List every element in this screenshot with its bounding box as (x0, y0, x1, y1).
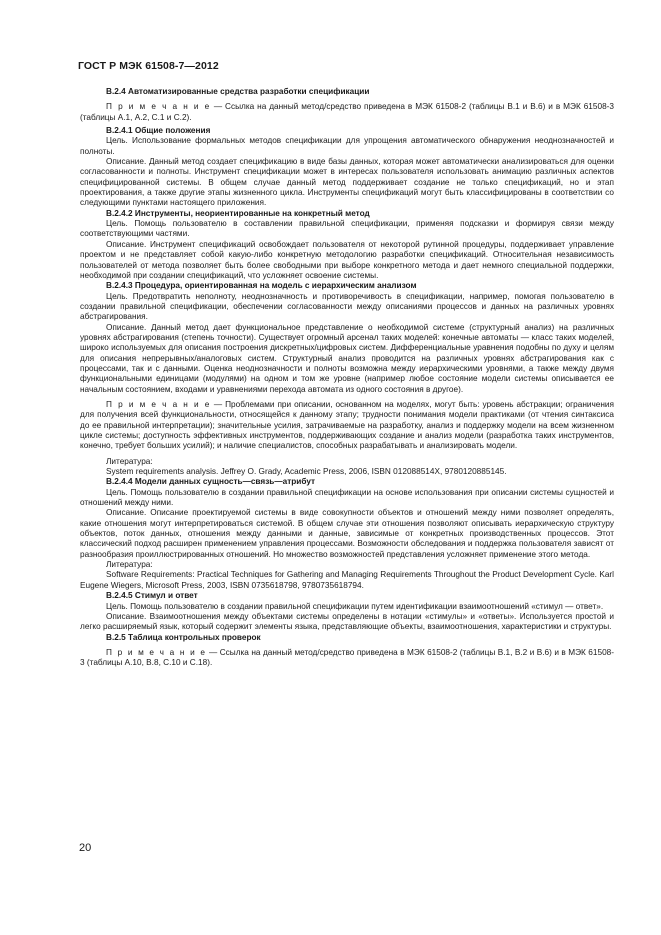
section-heading: В.2.4.1 Общие положения (106, 126, 211, 136)
body-paragraph: Описание. Инструмент спецификаций освобождает пользователя от некоторой рутинной процедуры, поддерживает управление проектом и не представляет собой какую-либо конкретную методологию разработки спецификаций. Относительная независимость пользователей от метода позволяет быть более свободными при выборе конкретного метода и дает немного специальной поддержки, необходимой при создании спецификаций, что усложняет освоение системы. (80, 239, 614, 280)
body-paragraph: Цель. Помощь пользователю в создании правильной спецификации на основе использования при описании системы сущностей и отношений между ними. (80, 487, 614, 508)
body-paragraph: Цель. Предотвратить неполноту, неоднозначность и противоречивость в спецификации, например, помогая пользователю в создании правильной спецификации, обеспечении согласованности между описаниями процессов и данных на различных уровнях абстрагирования. (80, 291, 614, 322)
note-paragraph (80, 102, 614, 123)
page-number: 20 (79, 842, 92, 854)
section-heading: В.2.4.5 Стимул и ответ (106, 591, 198, 601)
note-paragraph (80, 648, 614, 669)
note-text: — Проблемами при описании, основанном на моделях, могут быть: уровень абстракции; ограничения для получения всей функциональности, относящейся к данному этапу; трудности понимания модели практиками (от чтения синтаксиса до ее правильной интерпретации); значительные усилия, затрачиваемые на разработку, анализ и поддержку модели на всем жизненном цикле системы; доступность эффективных инструментов, поддерживающих создание и анализ модели (разработка таких инструментов, конечно, требует больших усилий); и наличие специалистов, способных разрабатывать и анализировать модели. (80, 399, 614, 451)
body-paragraph: System requirements analysis. Jeffrey O. Grady, Academic Press, 2006, ISBN 012088514X, 9780120885145. (106, 467, 507, 477)
body-paragraph: Описание. Данный метод дает функциональное представление о необходимой системе (структурный анализ) на различных уровнях абстрагирования (степень точности). Существует огромный арсенал таких моделей: конечные автоматы — класс таких моделей, широко используемых для описания построения дискретных/цифровых систем. Дифференциальные уравнения подобны по духу и целям для описания непрерывных/аналоговых систем. Структурный анализ проводится на различных уровнях абстрагирования как с процессами, так и с данными. Оценка неоднозначности и полноты возможна между иерархическими уровнями, а также между двумя функциональными единицами (модулями) на одном и том же уровне (например любое состояние модели системы описывается ее начальным состоянием, входами и уравнениями перехода автомата из одного состояния в другое). (80, 322, 614, 394)
note-paragraph (80, 400, 614, 452)
note-label: П р и м е ч а н и е (106, 399, 211, 409)
section-heading: В.2.4.2 Инструменты, неориентированные на конкретный метод (106, 208, 370, 218)
body-paragraph: Описание. Данный метод создает спецификацию в виде базы данных, которая может автоматически анализироваться для оценки согласованности и полноты. Инструмент спецификации может в интересах пользователя использовать анимацию различных аспектов специфицированной системы. В общем случае данный метод поддерживает создание не только спецификаций, но и этап проектирования, а также другие этапы жизненного цикла. Инструменты спецификаций могут быть классифицированы в соответствии со следующими пунктами настоящего приложения. (80, 157, 614, 208)
body-paragraph: Цель. Помощь пользователю в создании правильной спецификации путем идентификации взаимоотношений «стимул — ответ». (106, 601, 604, 611)
body-paragraph: Software Requirements: Practical Techniques for Gathering and Managing Requirements Throughout the Product Development Cycle. Karl Eugene Wiegers, Microsoft Press, 2003, ISBN 0735618798, 9780735618794. (80, 570, 614, 590)
document-body (80, 87, 614, 669)
note-label: П р и м е ч а н и е (106, 102, 211, 112)
body-paragraph: Цель. Использование формальных методов спецификации для упрощения автоматического обнаружения неоднозначностей и полноты. (80, 136, 614, 156)
body-paragraph: Описание. Взаимоотношения между объектами системы определены в нотации «стимулы» и «ответы». Используется простой и легко расширяемый язык, который содержит элементы языка, представляющие объекты, взаимоотношения, характеристики и структуры. (80, 611, 614, 632)
body-paragraph: Цель. Помощь пользователю в составлении правильной спецификации, применяя подсказки и формируя связи между соответствующими частями. (80, 219, 614, 239)
section-heading: В.2.5 Таблица контрольных проверок (106, 632, 261, 642)
section-heading: В.2.4.3 Процедура, ориентированная на модель с иерархическим анализом (106, 281, 417, 291)
note-text: — Ссылка на данный метод/средство приведена в МЭК 61508-2 (таблицы В.1, В.2 и В.6) и в МЭК 61508-3 (таблицы А.10, В.8, С.10 и С.18). (80, 647, 614, 668)
body-paragraph: Литература: (106, 456, 153, 466)
body-paragraph: Литература: (106, 560, 153, 570)
section-heading: В.2.4.4 Модели данных сущность—связь—атрибут (106, 477, 316, 487)
section-heading: В.2.4 Автоматизированные средства разработки спецификации (106, 87, 370, 96)
note-label: П р и м е ч а н и е (106, 647, 207, 657)
standard-header: ГОСТ Р МЭК 61508-7—2012 (78, 60, 219, 72)
note-text: — Ссылка на данный метод/средство приведена в МЭК 61508-2 (таблицы В.1 и В.6) и в МЭК 61508-3 (таблицы А.1, А.2, С.1 и С.2). (80, 102, 614, 122)
body-paragraph: Описание. Описание проектируемой системы в виде совокупности объектов и отношений между ними позволяет определять, какие отношения могут интерпретироваться системой. В общем случае эти отношения позволяют описывать иерархическую структуру объектов, поток данных, отношения между данными и данные, зависимые от конкретных производственных процессов. Этот классический подход расширен применением управления процессами. Возможности обследования и поддержка пользователя зависят от разнообразия проиллюстрированных отношений. Но множество возможностей представления усложняет применение этого метода. (80, 508, 614, 559)
